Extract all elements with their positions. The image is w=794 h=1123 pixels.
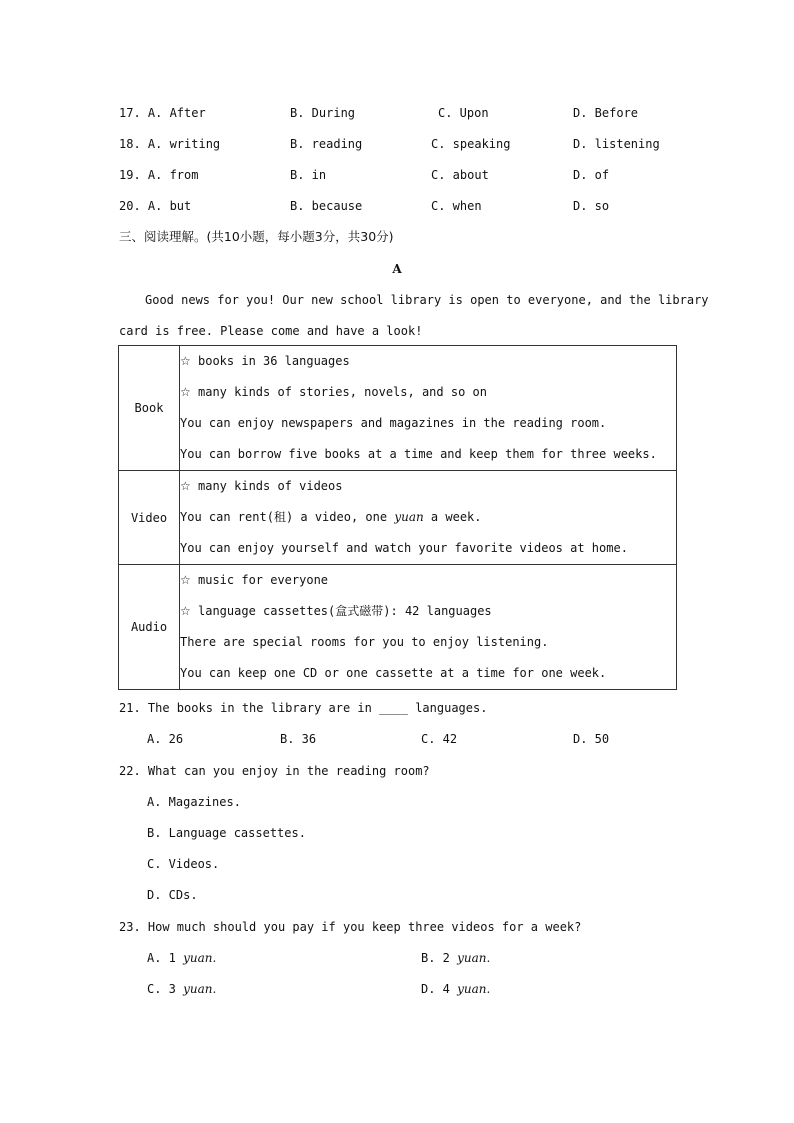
video-line-2-part-a: You can rent( [180, 510, 274, 524]
q22-option-d: D. CDs. [147, 888, 198, 902]
intro-text-1: Good news for you! Our new school library is open to everyone, and the library [145, 293, 709, 307]
question-23-options-cd [0, 979, 794, 999]
q18-option-c: C. speaking [431, 137, 511, 151]
q17-option-a: 17. A. After [119, 106, 206, 120]
video-line-2-part-b: ) a video, one [285, 510, 395, 524]
q20-option-a: 20. A. but [119, 199, 192, 213]
question-20 [0, 196, 794, 216]
q21-option-c: C. 42 [421, 732, 458, 746]
q23-option-d-unit: yuan. [457, 982, 491, 996]
q23-option-a-label: A. 1 [147, 951, 184, 965]
section-heading: 三、阅读理解。(共10小题，每小题3分，共30分) [119, 229, 394, 244]
q23-option-a-unit: yuan. [183, 951, 217, 965]
q22-option-d-row [0, 885, 794, 905]
q21-stem: 21. The books in the library are in ____ languages. [119, 701, 488, 715]
table-row-audio [119, 565, 677, 690]
q20-option-b: B. because [290, 199, 363, 213]
question-23-stem-row [0, 917, 794, 937]
q23-option-d [421, 979, 490, 999]
audio-line-2-chinese: 盒式磁带 [335, 604, 384, 618]
q17-option-c: C. Upon [438, 106, 489, 120]
q18-option-a: 18. A. writing [119, 137, 221, 151]
book-line-4: You can borrow five books at a time and keep them for three weeks. [180, 447, 657, 461]
audio-line-3: There are special rooms for you to enjoy listening. [180, 635, 549, 649]
table-row-video [119, 471, 677, 565]
q23-option-c-label: C. 3 [147, 982, 184, 996]
question-17 [0, 103, 794, 123]
q23-option-c [147, 979, 216, 999]
passage-label-row [0, 259, 794, 279]
book-line-2-text: many kinds of stories, novels, and so on [190, 385, 487, 399]
intro-line-2 [0, 321, 794, 341]
q23-option-c-unit: yuan. [183, 982, 217, 996]
q20-option-d: D. so [573, 199, 610, 213]
question-21-stem-row [0, 698, 794, 718]
q23-option-b-unit: yuan. [457, 951, 491, 965]
audio-line-1 [180, 565, 676, 596]
star-icon: ☆ [180, 573, 191, 587]
video-line-2-chinese: 租 [273, 510, 286, 524]
q22-stem: 22. What can you enjoy in the reading room? [119, 764, 430, 778]
q21-option-b: B. 36 [280, 732, 317, 746]
q17-option-b: B. During [290, 106, 356, 120]
book-line-1 [180, 346, 676, 377]
q23-option-a [147, 948, 216, 968]
video-line-2 [180, 502, 676, 533]
q23-option-b-label: B. 2 [421, 951, 458, 965]
star-icon: ☆ [180, 604, 191, 618]
book-line-1-text: books in 36 languages [190, 354, 350, 368]
video-line-2-part-c: a week. [423, 510, 482, 524]
section-heading-row [0, 227, 794, 247]
book-line-3: You can enjoy newspapers and magazines in the reading room. [180, 416, 607, 430]
q22-option-c-row [0, 854, 794, 874]
video-line-1-text: many kinds of videos [190, 479, 343, 493]
question-18 [0, 134, 794, 154]
question-22-stem-row [0, 761, 794, 781]
audio-details [180, 565, 677, 690]
audio-line-4: You can keep one CD or one cassette at a time for one week. [180, 666, 607, 680]
q20-option-c: C. when [431, 199, 482, 213]
q23-option-d-label: D. 4 [421, 982, 458, 996]
category-video: Video [119, 471, 180, 565]
book-details [180, 346, 677, 471]
q22-option-c: C. Videos. [147, 857, 220, 871]
table-row-book [119, 346, 677, 471]
q23-stem: 23. How much should you pay if you keep three videos for a week? [119, 920, 582, 934]
book-line-2 [180, 377, 676, 408]
video-line-2-yuan: yuan [394, 510, 424, 524]
question-21-options [0, 729, 794, 749]
q21-option-d: D. 50 [573, 732, 610, 746]
q21-option-a: A. 26 [147, 732, 184, 746]
q18-option-d: D. listening [573, 137, 660, 151]
q18-option-b: B. reading [290, 137, 363, 151]
audio-line-1-text: music for everyone [190, 573, 329, 587]
video-details [180, 471, 677, 565]
q22-option-a: A. Magazines. [147, 795, 241, 809]
star-icon: ☆ [180, 385, 191, 399]
category-audio: Audio [119, 565, 180, 690]
question-19 [0, 165, 794, 185]
passage-label: A [392, 262, 402, 276]
q19-option-d: D. of [573, 168, 610, 182]
q19-option-b: B. in [290, 168, 327, 182]
video-line-3: You can enjoy yourself and watch your favorite videos at home. [180, 541, 628, 555]
star-icon: ☆ [180, 354, 191, 368]
audio-line-2 [180, 596, 676, 627]
q19-option-c: C. about [431, 168, 489, 182]
q22-option-b: B. Language cassettes. [147, 826, 306, 840]
q22-option-a-row [0, 792, 794, 812]
video-line-1 [180, 471, 676, 502]
intro-line-1 [0, 290, 794, 310]
audio-line-2-part-b: ): 42 languages [383, 604, 492, 618]
intro-text-2: card is free. Please come and have a look! [119, 324, 423, 338]
q17-option-d: D. Before [573, 106, 639, 120]
category-book: Book [119, 346, 180, 471]
q23-option-b [421, 948, 490, 968]
q22-option-b-row [0, 823, 794, 843]
audio-line-2-part-a: language cassettes( [190, 604, 336, 618]
star-icon: ☆ [180, 479, 191, 493]
library-info-table [118, 345, 677, 690]
question-23-options-ab [0, 948, 794, 968]
q19-option-a: 19. A. from [119, 168, 199, 182]
